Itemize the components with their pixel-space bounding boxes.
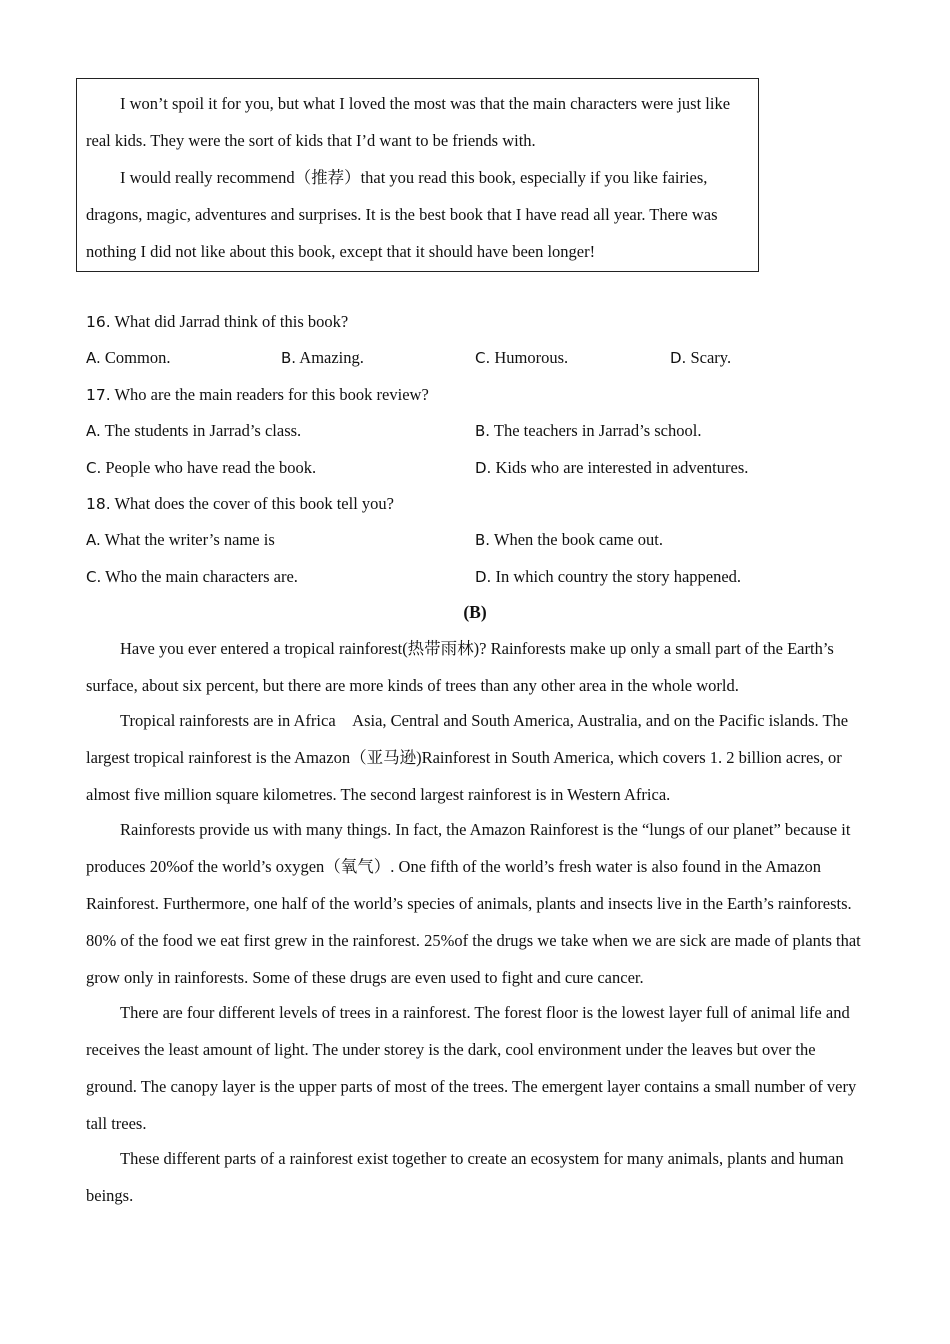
question-16 bbox=[86, 312, 348, 332]
option-letter: A. bbox=[86, 349, 101, 367]
option-18d[interactable] bbox=[475, 567, 741, 587]
option-18c[interactable] bbox=[86, 567, 298, 587]
option-text: Kids who are interested in adventures. bbox=[495, 458, 749, 477]
option-text: What the writer’s name is bbox=[104, 530, 275, 549]
review-paragraph-1: I won’t spoil it for you, but what I loved the most was that the main characters were just like real kids. They were the sort of kids that I’d want to be friends with. bbox=[86, 94, 731, 150]
question-text: What did Jarrad think of this book? bbox=[114, 312, 349, 331]
option-17b[interactable] bbox=[475, 421, 701, 441]
option-letter: D. bbox=[475, 568, 492, 586]
passage-paragraph-1: Have you ever entered a tropical rainforest(热带雨林)? Rainforests make up only a small part of the Earth’s surface, about six percent, but there are more kinds of trees than any other area in the whole world. bbox=[86, 639, 834, 695]
option-text: The students in Jarrad’s class. bbox=[104, 421, 302, 440]
passage-b bbox=[86, 630, 870, 1212]
option-17c[interactable] bbox=[86, 458, 316, 478]
option-16d[interactable] bbox=[670, 348, 731, 368]
question-18 bbox=[86, 494, 394, 514]
option-16a[interactable] bbox=[86, 348, 170, 368]
passage-paragraph-5: These different parts of a rainforest exist together to create an ecosystem for many animals, plants and human beings. bbox=[86, 1149, 844, 1205]
question-number: 16. bbox=[86, 313, 111, 331]
option-letter: A. bbox=[86, 531, 101, 549]
option-17a[interactable] bbox=[86, 421, 301, 441]
option-17d[interactable] bbox=[475, 458, 748, 478]
question-number: 18. bbox=[86, 495, 111, 513]
question-17 bbox=[86, 385, 429, 405]
option-text: Scary. bbox=[690, 348, 732, 367]
option-text: Amazing. bbox=[299, 348, 364, 367]
option-text: The teachers in Jarrad’s school. bbox=[493, 421, 702, 440]
question-text: Who are the main readers for this book review? bbox=[114, 385, 429, 404]
question-number: 17. bbox=[86, 386, 111, 404]
option-18a[interactable] bbox=[86, 530, 275, 550]
option-text: Common. bbox=[104, 348, 171, 367]
section-heading: (B) bbox=[463, 602, 487, 622]
option-letter: B. bbox=[281, 349, 297, 367]
option-text: When the book came out. bbox=[493, 530, 663, 549]
option-text: People who have read the book. bbox=[105, 458, 317, 477]
option-letter: C. bbox=[475, 349, 491, 367]
option-letter: B. bbox=[475, 531, 491, 549]
option-letter: C. bbox=[86, 459, 102, 477]
question-text: What does the cover of this book tell you? bbox=[114, 494, 394, 513]
review-paragraph-2: I would really recommend（推荐）that you read this book, especially if you like fairies, dragons, magic, adventures and surprises. It is the best book that I have read all year. There was nothing I did not like about this book, except that it should have been longer! bbox=[86, 168, 718, 261]
option-18b[interactable] bbox=[475, 530, 663, 550]
option-letter: D. bbox=[475, 459, 492, 477]
option-16b[interactable] bbox=[281, 348, 364, 368]
option-text: Who the main characters are. bbox=[105, 567, 298, 586]
option-letter: D. bbox=[670, 349, 687, 367]
passage-paragraph-2: Tropical rainforests are in Africa Asia, Central and South America, Australia, and on the Pacific islands. The largest tropical rainforest is the Amazon（亚马逊)Rainforest in South America, which covers 1. 2 billion acres, or almost five million square kilometres. The second largest rainforest is in Western Africa. bbox=[86, 711, 849, 804]
passage-paragraph-4: There are four different levels of trees in a rainforest. The forest floor is the lowest layer full of animal life and receives the least amount of light. The under storey is the dark, cool environment under the leaves but over the ground. The canopy layer is the upper parts of most of the trees. The emergent layer contains a small number of very tall trees. bbox=[86, 1003, 857, 1133]
option-16c[interactable] bbox=[475, 348, 568, 368]
option-letter: A. bbox=[86, 422, 101, 440]
passage-paragraph-3: Rainforests provide us with many things. In fact, the Amazon Rainforest is the “lungs of our planet” because it produces 20%of the world’s oxygen（氧气）. One fifth of the world’s fresh water is also found in the Amazon Rainforest. Furthermore, one half of the world’s species of animals, plants and insects live in the Earth’s rainforests. 80% of the food we eat first grew in the rainforest. 25%of the drugs we take when we are sick are made of plants that grow only in rainforests. Some of these drugs are even used to fight and cure cancer. bbox=[86, 820, 861, 987]
option-letter: B. bbox=[475, 422, 491, 440]
option-letter: C. bbox=[86, 568, 102, 586]
option-text: In which country the story happened. bbox=[495, 567, 742, 586]
review-excerpt-box bbox=[76, 78, 759, 272]
option-text: Humorous. bbox=[494, 348, 569, 367]
